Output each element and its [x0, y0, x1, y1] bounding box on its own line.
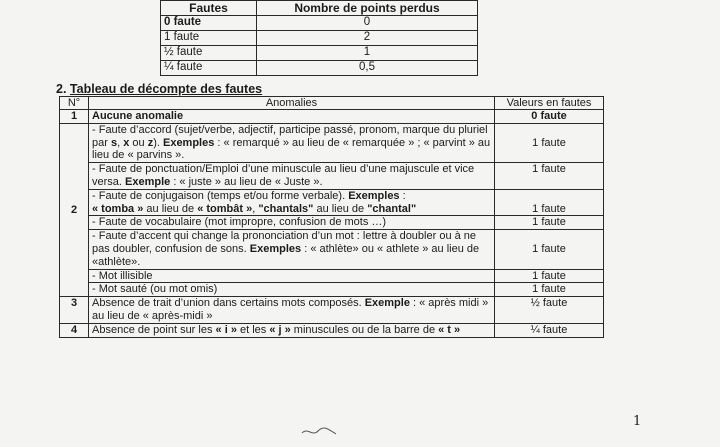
row-number: 2: [60, 123, 89, 296]
bold-segment: x: [123, 136, 130, 149]
value-cell: 1 faute: [495, 189, 604, 216]
text-segment: : « juste » au lieu de « Juste ».: [170, 175, 323, 188]
value-cell: 1 faute: [495, 283, 604, 297]
text-segment: : « remarqué » au lieu de « remarquée » ; « parvint » au lieu de « parvins ».: [92, 136, 491, 162]
anomalies-table: [59, 96, 604, 338]
anomaly-cell: - Mot illisible: [89, 269, 495, 283]
points-table-header: [161, 1, 478, 16]
anomaly-cell: - Mot sauté (ou mot omis): [89, 283, 495, 297]
bold-segment: « i »: [215, 323, 237, 336]
table-row: [161, 16, 478, 31]
anomaly-cell: Aucune anomalie: [89, 110, 495, 124]
text-segment: au lieu de: [313, 202, 368, 215]
text-segment: ,: [117, 136, 124, 149]
value-cell: 1 faute: [495, 230, 604, 269]
text-segment: Absence de trait d’union dans certains mots composés.: [92, 297, 365, 310]
value-cell: 1 faute: [495, 123, 604, 162]
section-title: [56, 82, 262, 96]
text-segment: Absence de point sur les: [92, 323, 216, 336]
anomaly-cell: [89, 123, 495, 162]
section-number: 2.: [56, 82, 67, 96]
text-segment: - Faute d’accord (sujet/verbe, adjectif, participe passé, pronom, marque du pluriel par: [92, 123, 488, 149]
value-cell: 0 faute: [495, 110, 604, 124]
value-cell: 1 faute: [495, 269, 604, 283]
bold-segment: Exemples: [162, 136, 215, 149]
value-cell: 1 faute: [495, 163, 604, 190]
row-number: 1: [60, 110, 89, 124]
text-segment: - Faute d’accent qui change la prononciation d’un mot : lettre à doubler ou à ne pas doubler, confusion de sons.: [92, 230, 477, 255]
text-segment: :: [399, 189, 406, 202]
table-row: [60, 230, 604, 269]
faute-cell: ¼ faute: [161, 61, 257, 76]
text-segment: et les: [236, 323, 270, 336]
header-points: Nombre de points perdus: [257, 1, 478, 16]
table-row: [161, 31, 478, 46]
bold-segment: "chantals": [258, 202, 314, 215]
points-cell: 2: [257, 31, 478, 46]
anomaly-cell: [89, 323, 495, 337]
page-number: 1: [633, 414, 642, 429]
header-num: N°: [60, 97, 89, 110]
points-cell: 1: [257, 46, 478, 61]
table-row: [161, 61, 478, 76]
table-row: [60, 269, 604, 283]
points-table: [160, 0, 478, 76]
text-segment: : « athlète» ou « athlete » au lieu de «athlète».: [92, 242, 480, 268]
bold-segment: « tomba »: [92, 202, 144, 215]
bold-segment: "chantal": [367, 202, 417, 215]
header-anomalies: Anomalies: [89, 97, 495, 110]
text-segment: ,: [252, 202, 259, 215]
anomalies-table-header: [60, 97, 604, 110]
text-segment: ).: [153, 136, 163, 149]
value-cell: 1 faute: [495, 216, 604, 230]
table-row: [60, 110, 604, 124]
bold-segment: « j »: [269, 323, 291, 336]
anomaly-cell: [89, 189, 495, 216]
text-segment: : « après midi » au lieu de « après-midi »: [92, 297, 489, 322]
bold-segment: Exemple: [364, 297, 410, 310]
bold-segment: z: [147, 136, 154, 149]
table-row: [60, 163, 604, 190]
row-number: 4: [60, 323, 89, 337]
table-row: [60, 297, 604, 324]
faute-cell: ½ faute: [161, 46, 257, 61]
bold-segment: Exemple: [125, 175, 171, 188]
table-row: [161, 46, 478, 61]
table-row: [60, 216, 604, 230]
value-cell: ½ faute: [495, 297, 604, 324]
anomaly-cell: [89, 297, 495, 324]
header-fautes: Fautes: [161, 1, 257, 16]
bold-segment: Exemples: [249, 242, 302, 255]
table-row: [60, 283, 604, 297]
bold-segment: « tombât »: [197, 202, 253, 215]
text-segment: ou: [129, 136, 148, 149]
bold-segment: s: [110, 136, 118, 149]
text-segment: minuscules ou de la barre de: [290, 323, 439, 336]
points-cell: 0: [257, 16, 478, 31]
points-cell: 0,5: [257, 61, 478, 76]
table-row: [60, 123, 604, 162]
text-segment: au lieu de: [143, 202, 198, 215]
value-cell: ¼ faute: [495, 323, 604, 337]
header-valeurs: Valeurs en fautes: [495, 97, 604, 110]
text-segment: - Faute de ponctuation/Emploi d’une minuscule au lieu d’une majuscule et vice versa.: [92, 163, 475, 188]
table-row: [60, 189, 604, 216]
table-row: [60, 323, 604, 337]
text-segment: - Faute de conjugaison (temps et/ou forme verbale).: [92, 189, 349, 202]
row-number: 3: [60, 297, 89, 324]
pen-mark-icon: [300, 425, 340, 439]
anomaly-cell: [89, 163, 495, 190]
bold-segment: « t »: [438, 323, 461, 336]
faute-cell: 0 faute: [161, 16, 257, 31]
faute-cell: 1 faute: [161, 31, 257, 46]
anomaly-cell: - Faute de vocabulaire (mot impropre, confusion de mots …): [89, 216, 495, 230]
bold-segment: Exemples: [348, 189, 400, 202]
anomaly-cell: [89, 230, 495, 269]
section-title-text: Tableau de décompte des fautes: [69, 82, 263, 96]
